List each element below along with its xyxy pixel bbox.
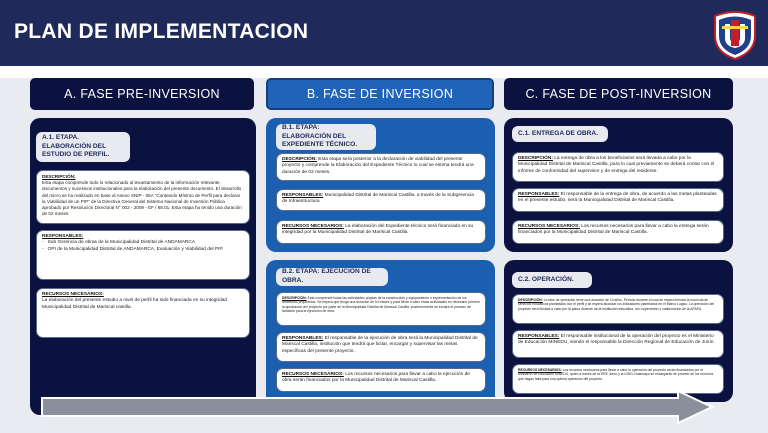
- card-recursos-c2: RECURSOS NECESARIOS: Los recursos necesarios para llevar a cabo la operación del proyecto serán financiados por el Ministerio de Educación MINEDU, quien a través de la DRE Junín y la UGEL Huancayo se encargarán de proveer de los recursos que hagan falta para una óptima operación del proyecto.: [512, 364, 724, 394]
- card-description-b1: DESCRIPCIÓN: Esta etapa será posterior a la declaración de viabilidad del presente proyecto y comprende la Elaboración del Expediente Técnico lo cual se estima tendrá una duración de 02 meses.: [276, 153, 486, 181]
- stage-title-c2: C.2. OPERACIÓN.: [512, 272, 592, 288]
- card-recursos-c1: RECURSOS NECESARIOS: Los recursos necesarios para llevar a cabo la entrega serán financiados por la Municipalidad Distrital de Mariscal Castilla.: [512, 220, 724, 244]
- card-responsables-c2: RESPONSABLES: El responsable institucional de la operación del proyecto es el Ministerio de Educación MINEDU, siendo el responsable la Dirección Regional de Educación de Junín.: [512, 330, 724, 358]
- university-shield-logo: [710, 8, 760, 60]
- list-item: - OPI de la Municipalidad Distrital de ANDAMARCA, Evaluación y Viabilidad del PIP.: [42, 246, 224, 252]
- list-item: - Sub Gerencia de obras de la Municipalidad Distrital de ANDAMARCA: [42, 240, 196, 246]
- panel-expediente-tecnico: [266, 118, 495, 252]
- card-responsables-c1: RESPONSABLES: El responsable de la entrega de obra, de acuerdo a las metas planteadas en el presente estudio, será la Municipalidad Distrital de Mariscal Castilla.: [512, 188, 724, 212]
- panel-pre-inversion: [30, 118, 256, 415]
- recursos-label: RECURSOS NECESARIOS:: [42, 292, 104, 297]
- card-description-a1: [36, 170, 250, 224]
- phase-header-post-inversion: C. FASE DE POST-INVERSION: [504, 78, 733, 110]
- card-description-b2: DESCRIPCIÓN: Esta comprende todas las actividades propias de la construcción y equipamiento e implementación de los ambientes propuestos. Se espera que tenga una duración de 04 meses y para llevar a cabo estas actividades es necesario primero la aprobación del proyecto por parte de la Municipalidad Distrital de Mariscal Castilla, posteriormente se iniciara el proceso de licitación para la ejecución de obra.: [276, 292, 486, 326]
- stage-title-b2: B.2. ETAPA: EJECUCIÓN DE OBRA.: [276, 268, 388, 286]
- card-responsables-a1: [36, 230, 250, 280]
- timeline-arrow-icon: [38, 390, 718, 424]
- stage-title-c1: C.1. ENTREGA DE OBRA.: [512, 126, 608, 142]
- card-recursos-b1: RECURSOS NECESARIOS: La elaboración del Expediente técnico será financiado en su integridad por la Municipalidad Distrital de Mariscal Castilla.: [276, 220, 486, 244]
- card-recursos-a1: [36, 288, 250, 338]
- phase-header-inversion: B. FASE DE INVERSION: [266, 78, 494, 110]
- responsables-label: RESPONSABLES:: [42, 234, 84, 239]
- card-description-c2: DESCRIPCIÓN: La fase de operación tiene una duración de 10 años. Periodo durante el cual se espera brindar la currícula de servicios educativos planteados con el perfil y se espera alcanzar los indicadores planteados en el Marco Lógico. La operación del proyecto será llevada a cabo por la plana docente de la Institución educativa, con supervisión y colaboración de la APAFA.: [512, 294, 724, 324]
- phase-header-pre-inversion: A. FASE PRE-INVERSION: [30, 78, 254, 110]
- card-recursos-b2: RECURSOS NECESARIOS: Los recursos necesarios para llevar a cabo la ejecución de obra serán financiados por la Municipalidad Distrital de Mariscal Castilla.: [276, 368, 486, 392]
- recursos-text: La elaboración del presente estudio a nivel de perfil ha sido financiada en su integridad Municipalidad Distrital de Mariscal castilla.: [42, 298, 228, 310]
- panel-entrega-obra: [504, 118, 733, 252]
- page-title: PLAN DE IMPLEMENTACION: [14, 20, 309, 43]
- separator: [0, 66, 768, 78]
- title-bar: [0, 0, 768, 66]
- stage-title-b1: B.1. ETAPA: ELABORACIÓN DEL EXPEDIENTE TÉCNICO.: [276, 124, 376, 150]
- card-responsables-b1: RESPONSABLES: Municipalidad Distrital de Mariscal Castilla, a través de la Subgerencia de Infraestructura: [276, 189, 486, 211]
- description-text: Esta etapa comprende todo lo relacionado al levantamiento de la información relevante, documentos y sucesivos institucionales para la elaboración del presente documento. El desarrollo del micro se ha realizado en base al Anexo SNIP - 05A "Contenido Mínimo de Perfil para declarar la Viabilidad de un PIP" de la Directiva General del Sistema Nacional de Inversión Pública aprobado por Resolución Directoral N° 002 - 2009 - EF / 68.01. Esta etapa ha tenido una duración de 02 meses.: [42, 180, 242, 217]
- card-description-c1: DESCRIPCIÓN: La entrega de obra a los beneficiarios será llevada a cabo por la Municipalidad Distrital de Mariscal Castilla, para lo cual previamente se deberá contar con el informe de conformidad del supervisor y de entrega del residente.: [512, 152, 724, 182]
- stage-title-a1: A.1. ETAPA. ELABORACIÓN DEL ESTUDIO DE PERFIL.: [36, 132, 130, 162]
- description-label: DESCRIPCIÓN:: [42, 174, 76, 179]
- panel-operacion: [504, 260, 733, 402]
- card-responsables-b2: RESPONSABLES: El responsable de la ejecución de obra será la Municipalidad Distrital de Mariscal Castilla, institución que tendrá que licitar, encargar y supervisar las metas específicas del presente proyecto.: [276, 332, 486, 362]
